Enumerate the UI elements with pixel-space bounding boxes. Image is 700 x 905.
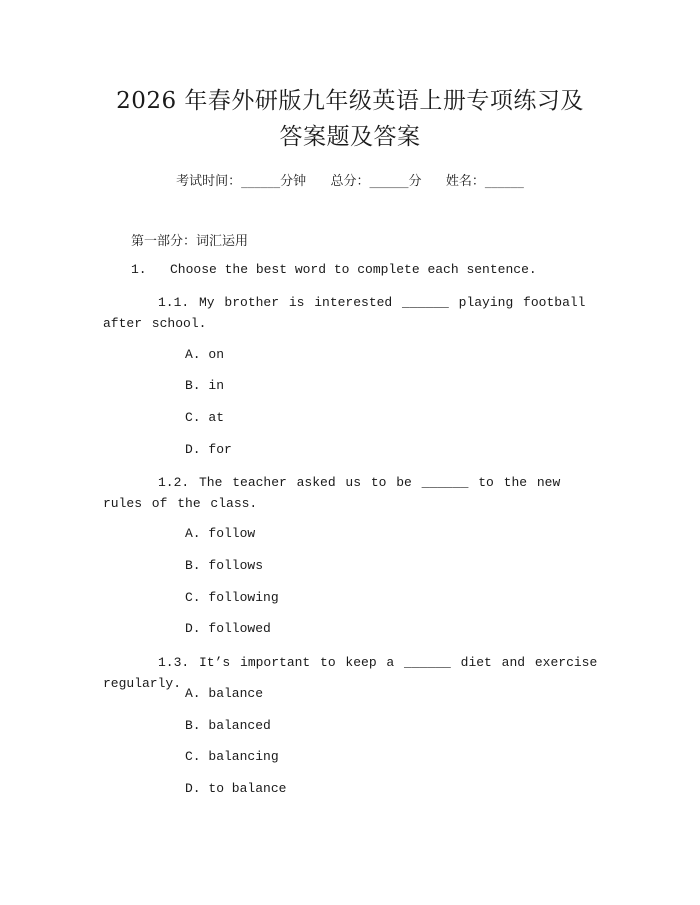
question-1-1: 1.1. My brother is interested ______ playing football after school. (103, 295, 586, 331)
option-1-1-a: A. on (185, 347, 225, 362)
document-title-line-1: 2026 年春外研版九年级英语上册专项练习及 (116, 88, 584, 114)
option-1-3-b: B. balanced (185, 718, 271, 733)
option-1-2-b: B. follows (185, 558, 264, 573)
option-1-1-c: C. at (185, 410, 225, 425)
option-1-3-d: D. to balance (185, 781, 287, 796)
student-name-label: 姓名：______ (445, 174, 524, 189)
question-1-3: 1.3. It’s important to keep a ______ diet and exercise regularly. (103, 655, 598, 691)
option-1-1-b: B. in (185, 378, 225, 393)
exam-time-label: 考试时间：______分钟 (176, 174, 307, 189)
option-1-2-c: C. following (185, 590, 279, 605)
question-1-2: 1.2. The teacher asked us to be ______ to the new rules of the class. (103, 475, 561, 511)
option-1-2-d: D. followed (185, 621, 271, 636)
option-1-2-a: A. follow (185, 526, 256, 541)
total-score-label: 总分：______分 (330, 174, 422, 189)
exam-info-line (0, 170, 700, 189)
option-1-3-a: A. balance (185, 686, 264, 701)
section-title: 第一部分：词汇运用 (131, 234, 249, 249)
option-1-3-c: C. balancing (185, 749, 279, 764)
document-title-line-2: 答案题及答案 (279, 124, 421, 150)
question-instruction: 1. Choose the best word to complete each sentence. (131, 262, 537, 277)
option-1-1-d: D. for (185, 442, 232, 457)
